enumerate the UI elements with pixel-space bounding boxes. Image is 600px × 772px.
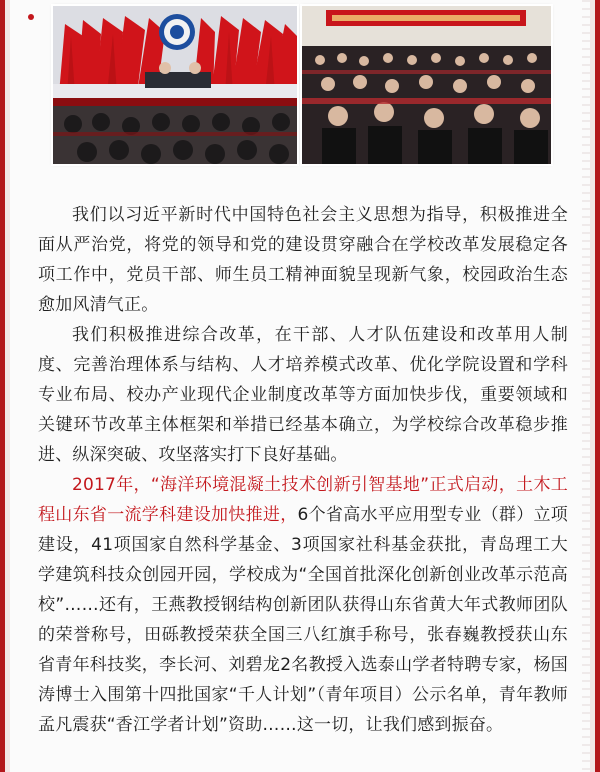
paragraph-3-rest: 6个省高水平应用型专业（群）立项建设，41项国家自然科学基金、3项国家社科基金获批，青岛理工大学建筑科技众创园开园，学校成为“全国首批深化创新创业改革示范高校”……还有，王燕教授钢结构创新团队获得山东省黄大年式教师团队的荣誉称号，田砾教授荣获全国三八红旗手称号，张春巍教授获山东省青年科技奖，李长河、刘碧龙2名教授入选泰山学者特聘专家，杨国涛博士入围第十四批国家“千人计划”（青年项目）公示名单，青年教师孟凡震获“香江学者计划”资助……这一切，让我们感到振奋。: [38, 505, 569, 735]
meeting-stage-photo: [53, 6, 297, 164]
paragraph-2: 我们积极推进综合改革，在干部、人才队伍建设和改革用人制度、完善治理体系与结构、人才培养模式改革、优化学院设置和学科专业布局、校办产业现代企业制度改革等方面加快步伐，重要领域和关键环节改革主体框架和举措已经基本确立，为学校综合改革稳步推进、纵深突破、攻坚落实打下良好基础。: [38, 325, 568, 465]
left-decorative-border: [0, 0, 10, 772]
decorative-dot: [28, 14, 34, 20]
article-body: [38, 200, 568, 740]
paragraph-1: 我们以习近平新时代中国特色社会主义思想为指导，积极推进全面从严治党，将党的领导和党的建设贯穿融合在学校改革发展稳定各项工作中，党员干部、师生员工精神面貌呈现新气象，校园政治生态愈加风清气正。: [38, 205, 568, 315]
highlight-text: 2017年，“海洋环境混凝土技术创新引智基地”正式启动，土木工程山东省一流学科建设加快推进，: [38, 475, 568, 525]
audience-image: [302, 6, 551, 164]
paragraph-3: [38, 470, 568, 740]
meeting-stage-image: [53, 6, 297, 164]
right-decorative-border: [590, 0, 600, 772]
audience-photo: [302, 6, 551, 164]
